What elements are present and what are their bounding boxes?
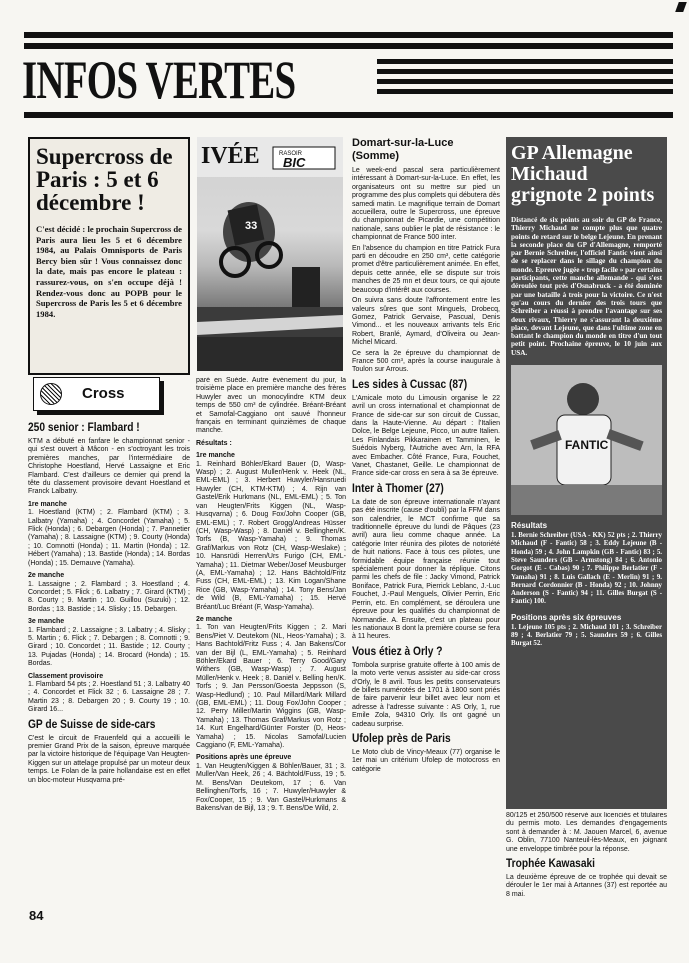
col3-para-8: Le Moto club de Vincy-Meaux (77) organise le 1er mai un critérium Ufolep de motocross en catégorie: [352, 748, 500, 773]
gp-allemagne-box: [506, 137, 667, 809]
supercross-body: C'est décidé : le prochain Supercross de Paris aura lieu les 5 et 6 décembre 1984, au Palais Omnisports de Paris Bercy bien sûr ! Vous connaissez donc la date, mais pas encore le plateau : rassurez-vous, on s'en occupe déjà ! Rendez-vous donc au POPB pour le Supercross de Paris les 5 et 6 décembre 1984.: [36, 224, 182, 319]
michaud-photo-art: [511, 365, 662, 515]
gp-results: 1. Bernie Schreiber (USA - KK) 52 pts ; 2. Thierry Michaud (F - Fantic) 58 ; 3. Eddy Lejeune (B - Honda) 59 ; 4. John Lampkin (GB - Fantic) 83 ; 5. Steve Saunders (GB - Armstong) 84 ; 6. Antonio Gorgot (E - Cabas) 90 ; 7. Philippe Berlatier (F - Yamaha) 91 ; 8. Luis Gallach (E - Merlin) 91 ; 9. Bernard Cordonnier (B - Honda) 92 ; 10. Johnny Anderson (S - Fantic) 94 ; 11. Gilles Burgat (S - Fantic) 100.: [511, 532, 662, 606]
col2-results-1: 1. Reinhard Böhler/Ekard Bauer (D, Wasp-Wasp) ; 2. August Muller/Henk v. Heek (NL, EML-EML) ; 3. Herbert Huwyler/Hansruedi Huwyler (CH, KTM-KTM) ; 4. Rijn van Gastel/Erik Hurkmans (NL, EML-EML) ; 5. Ton van Heugten/Frits Kiggen (NL, Wasp-Husqvarna) ; 6. Doug Fox/John Cooper (GB, EML-EML) ; 7. Robert Grogg/Andreas Hüsser (CH, Wasp-Wasp) ; 8. Daniël v. Bellinghen/K. Torfs (B, Wasp-Yamaha) ; 9. Thomas Graf/Markus von Rotz (CH, Wasp-Weslake) ; 10. Hansrüdi Herren/Urs Furigo (CH, EML-Yamaha) ; 11. Dietmar Weber/Josef Meusburger (A, EML-Yamaha) ; 12. Hans Bächtold/Fritz Fuss (CH, EML-EML) ; 13. Kim Logan/Shane Rice (GB, Wasp-Yamaha) ; 14. Tony Bens/Jan de Wild (B, EML-Yamaha) ; 15. Hervé Bréant/Luc Bréant (F, Wasp-Yamaha).: [196, 460, 346, 611]
col3-para-5: L'Amicale moto du Limousin organise le 22 avril un cross international et championnat de France de side-car sur son circuit de Cussac, dans la Haute-Vienne. Au départ : l'Italien Dolce, le Belge Lejeune, Picco, un autre Italien. Les Finlandais Pikkarainen et Tamminen, le Suédois Nyberg, l'Autriche avec Arn, la RFA avec Embacher. Côté France, Fura, Fouchet, Vanet, Chastanet, Geille. Le championnat de France side-car cross en sera à sa 3e épreuve.: [352, 394, 500, 478]
col1-heading-suisse: GP de Suisse de side-cars: [28, 716, 156, 731]
col3-para-2: En l'absence du champion en titre Patrick Fura parti en découdre en 250 cm³, cette catégorie promet d'être particulièrement animée. En effet, depuis cette année, elle se dispute sur trois manches de 25 mn et deux tours, ce qui ajoute beaucoup d'intérêt aux courses.: [352, 244, 500, 294]
col2-sub-2: 2e manche: [196, 615, 233, 623]
col4-para-1: 80/125 et 250/500 réservé aux licenciés et titulaires du permis moto. Les demandes d'engagements sont à demander à : M. Jaouen Marcel, 6, avenue G. Oblin, 77100 Nanteuil-lès-Meaux, en joignant une enveloppe timbrée pour la réponse.: [506, 812, 667, 853]
col3-para-4: Ce sera la 2e épreuve du championnat de France 500 cm³, après la course inaugurale à Toulon sur Arrous.: [352, 349, 500, 374]
col2-sub-3: Positions après une épreuve: [196, 754, 292, 762]
column-1: [28, 418, 190, 906]
col3-para-1: Le week-end pascal sera particulièrement intéressant à Domart-sur-la-Luce. En effet, les organisateurs ont su mettre sur pied un programme des plus complets qui débutera dès samedi matin. Le magnifique terrain de Domart accueillera, outre le Supercross, une épreuve du championnat de Picardie, une compétition nationale, sans oublier le plat de résistance : le championnat de France 500 inter.: [352, 167, 500, 242]
col1-results-4: 1. Flambard 54 pts ; 2. Hoestland 51 ; 3. Lalbatry 40 ; 4. Concordet et Flick 32 ; 6. Lassaigne 28 ; 7. Martin 23 ; 8. Debargen 20 ; 9. Courty 19 ; 10. Girard 16...: [28, 680, 190, 714]
col1-results-3: 1. Flambard ; 2. Lassaigne ; 3. Lalbatry ; 4. Slisky ; 5. Martin ; 6. Flick ; 7. Debargen ; 8. Comnotti ; 9. Girard ; 10. Concordet ; 11. Bastide ; 12. Courty ; 13. Pujadas (Honda) ; 14. Brocard (Honda) ; 15. Bordas.: [28, 626, 190, 668]
col1-sub-3: 3e manche: [28, 618, 65, 626]
page-number: 84: [29, 908, 44, 923]
fantic-label: FANTIC: [565, 438, 609, 453]
col1-sub-2: 2e manche: [28, 572, 65, 580]
sign-rasoir: RASOIR: [279, 151, 303, 157]
col3-heading-ufolep: Ufolep près de Paris: [352, 730, 451, 745]
col1-heading-senior: 250 senior : Flambard !: [28, 420, 140, 434]
supercross-photo: [197, 137, 343, 371]
corner-mark: [675, 2, 687, 12]
col3-para-3: On suivra sans doute l'affrontement entre les valeurs sûres que sont Minguels, Drobecq, Gomez, Patrick Gervaise, Pascual, Denis Vimond... et les nouveaux arrivants tels Eric Robert, Branlé, Aymard, d'Oliveira ou Jean-Michel Micard.: [352, 297, 500, 347]
col3-heading-orly: Vous étiez à Orly ?: [352, 643, 443, 658]
supercross-photo-art: [197, 137, 343, 371]
title-rules: [377, 59, 673, 99]
col2-sub-1: 1re manche: [196, 452, 235, 460]
col1-para-1: KTM a débuté en fanfare le championnat senior - qui s'est ouvert à Mâcon - en s'octroyant les trois premières manches, par l'intermédiaire de Christophe Hoestland, Hervé Lassaigne et Eric Flambard. C'est d'ailleurs ce dernier qui prend la tête du classement provisoire devant Hoestland et Franck Lalbatry.: [28, 438, 190, 496]
col2-sub-0: Résultats :: [196, 439, 232, 447]
col1-results-1: 1. Hoestland (KTM) ; 2. Flambard (KTM) ; 3. Lalbatry (Yamaha) ; 4. Concordet (Yamaha) ; 5. Flick (Honda) ; 6. Debargen (Honda) ; 7. Pannetier (Yamaha) ; 8. Lassaigne (KTM) ; 9. Courty (Honda) ; 10. Comnotti (Honda) ; 11. Martin (Honda) ; 12. Hébert (Yamaha) ; 13. Bastide (Honda) ; 14. Bordas (Honda) ; 15. Demauve (Yamaha).: [28, 509, 190, 567]
gp-results-title: Résultats: [511, 521, 548, 531]
column-4-bottom: [506, 812, 667, 930]
sign-ivee: IVÉE: [201, 143, 260, 169]
col2-results-3: 1. Van Heugten/Kiggen & Böhler/Bauer, 31 ; 3. Muller/Van Heek, 26 ; 4. Bächtold/Fuss, 19 ; 5. M. Bens/Van Deutekom, 17 ; 6. Van Bellinghen/Torfs, 16 ; 7. Huwyler/Huwyler & Fox/Cooper, 15 ; 9. Van Gastel/Hurkmans & Bakens/van de Bijl, 13 ; 9. T. Bens/De Wild, 2.: [196, 762, 346, 812]
col4-heading-kawasaki: Trophée Kawasaki: [506, 856, 596, 871]
supercross-headline: Supercross de Paris : 5 et 6 décembre !: [36, 144, 173, 215]
col3-para-7: Tombola surprise gratuite offerte à 100 amis de la moto verte venus assister au side-car cross d'Orly, le 8 avril. Tous les petits conservateurs de billets numérotés de 1701 à 1800 sont priés de faire parvenir leur billet avec leur nom et adresse à l'adresse suivante : AS Orly, 1, rue Emile Zola, 94310 Orly. Ils ont gagné un cadeau surprise.: [352, 661, 500, 728]
gp-positions-title: Positions après six épreuves: [511, 612, 622, 622]
col2-results-2: 1. Ton van Heugten/Frits Kiggen ; 2. Mari Bens/Piet V. Deutekom (NL, Heos-Yamaha) ; 3. Hans Bachtold/Fritz Fuss ; 4. Jan Bakens/Cor van der Bijl (L, EML-Yamaha) ; 5. Reinhard Böhler/Ekard Bauer ; 6. Terry Good/Gary Withers (GB, Wasp-Wasp) ; 7. August Müller/Henk v. Heek ; 8. Daniël v. Belling hen/K. Torfs ; 9. Jan Persson/Goesta Jeppsson (S, Wasp-Hedlund) ; 10. Paul Millard/Mark Millard (GB, EML-EML) ; 11. Doug Fox/John Cooper ; 12. Perry Miller/Martin Wiggins (GB, Wasp-Yamaha) ; 13. Thomas Graf/Markus von Rotz ; 14. Kurt Engelhard/Günter Forster (D, Heos-Yamaha) ; 15. Nicolas Samofal/Lucien Caggiano (F, EML-Yamaha).: [196, 624, 346, 750]
page-title: INFOS VERTES: [22, 50, 296, 110]
column-2: [196, 377, 346, 907]
col3-heading-cussac: Les sides à Cussac (87): [352, 376, 468, 391]
sign-bic: BIC: [283, 155, 306, 170]
cross-tab-emblem-icon: [40, 383, 62, 405]
cross-section-tab: [33, 377, 160, 411]
gp-headline: GP Allemagne Michaud grignote 2 points: [511, 142, 655, 206]
col3-heading-domart: Domart-sur-la-Luce (Somme): [352, 137, 454, 162]
col2-para-1: paré en Suède. Autre événement du jour, la troisième place en première manche des frères Huwyler avec un monocylindre KTM deux temps de 550 cm³ de cylindrée. Bréant-Bréant et Samofal-Caggiano ont sauvé l'honneur français en terminant quinzièmes de chaque manche.: [196, 377, 346, 435]
gp-positions: 1. Lejeune 105 pts ; 2. Michaud 101 ; 3. Schreiber 89 ; 4. Berlatier 79 ; 5. Saunders 59 ; 6. Gilles Burgat 52.: [511, 623, 662, 648]
col1-para-2: C'est le circuit de Frauenfeld qui a accueilli le premier Grand Prix de la saison, épreuve marquée par la victoire historique de l'équipage Van Heugten-Kiggen sur un attelage propulsé par un moteur deux temps. Le Folan de la paire hollandaise est en effet un bloc-moteur Husqvarna pré-: [28, 734, 190, 784]
col1-results-2: 1. Lassaigne ; 2. Flambard ; 3. Hoestland ; 4. Concordet ; 5. Flick ; 6. Lalbatry ; 7. Girard (KTM) ; 8. Courty ; 9. Martin ; 10. Guillou (Suzuki) ; 12. Bordas ; 13. Bastide ; 14. Slisky ; 15. Debargen.: [28, 580, 190, 613]
col3-heading-thomer: Inter à Thomer (27): [352, 480, 444, 495]
michaud-photo: [511, 365, 662, 515]
cross-tab-label: Cross: [82, 385, 125, 402]
supercross-box: [28, 137, 190, 375]
col3-para-6: La date de son épreuve internationale n'ayant pas été inscrite (cause d'oubli) par la FFM dans son calendrier, le MCT confirme que sa traditionnelle épreuve du lundi de Pâques (23 avril) aura lieu comme chaque année. La catégorie Inter réunira des pilotes de notoriété de huit nations. Face à tous ces pilotes, une formidable équipe française réunie tout spécialement pour donner la réplique. Citons parmi les chefs de file : Jacky Vimond, Patrick Boniface, Patrick Fura, Pierrick Leblanc, J.-Luc Fouchet, J.-Paul Menguels, Olivier Perrin, Eric Perrin, etc. En complément, se déroulera une épreuve pour les qualifiés du championnat de Normandie. A. Ensuite, c'est un plateau pour les nationaux B dont la première course se fera à 11 heures.: [352, 498, 500, 641]
header-bottom-rule: [24, 112, 673, 123]
col1-sub-1: 1re manche: [28, 500, 67, 508]
column-3: [352, 134, 500, 924]
col4-para-2: La deuxième épreuve de ce trophée qui devait se dérouler le 1er mai à Artannes (37) est reportée au 8 mai.: [506, 874, 667, 898]
rider-number: 33: [245, 220, 258, 232]
gp-body: Distancé de six points au soir du GP de France, Thierry Michaud ne compte plus que quatre points de retard sur le belge Lejeune. En prenant la seconde place du GP d'Allemagne, remporté par Bernie Schreiber, l'officiel Fantic vient ainsi de se replacer dans le sillage du champion du monde. Epreuve jugée « trop facile » par certains participants, cette manche allemande - qui s'est déroulée tout près d'Osnabruck - a été dominée par une bataille à trois pour la victoire. Ce n'est qu'au cours du dernier des trois tours que Schreiber a réussi à prendre l'avantage sur ses deux rivaux, Thierry ne s'assurant la deuxième place, devant Lejeune, que dans l'ultime zone en battant le champion du monde en titre d'un tout petit point. Prochaine épreuve, le 10 juin aux USA.: [511, 216, 662, 357]
header: [22, 50, 673, 110]
col1-sub-4: Classement provisoire: [28, 672, 104, 680]
